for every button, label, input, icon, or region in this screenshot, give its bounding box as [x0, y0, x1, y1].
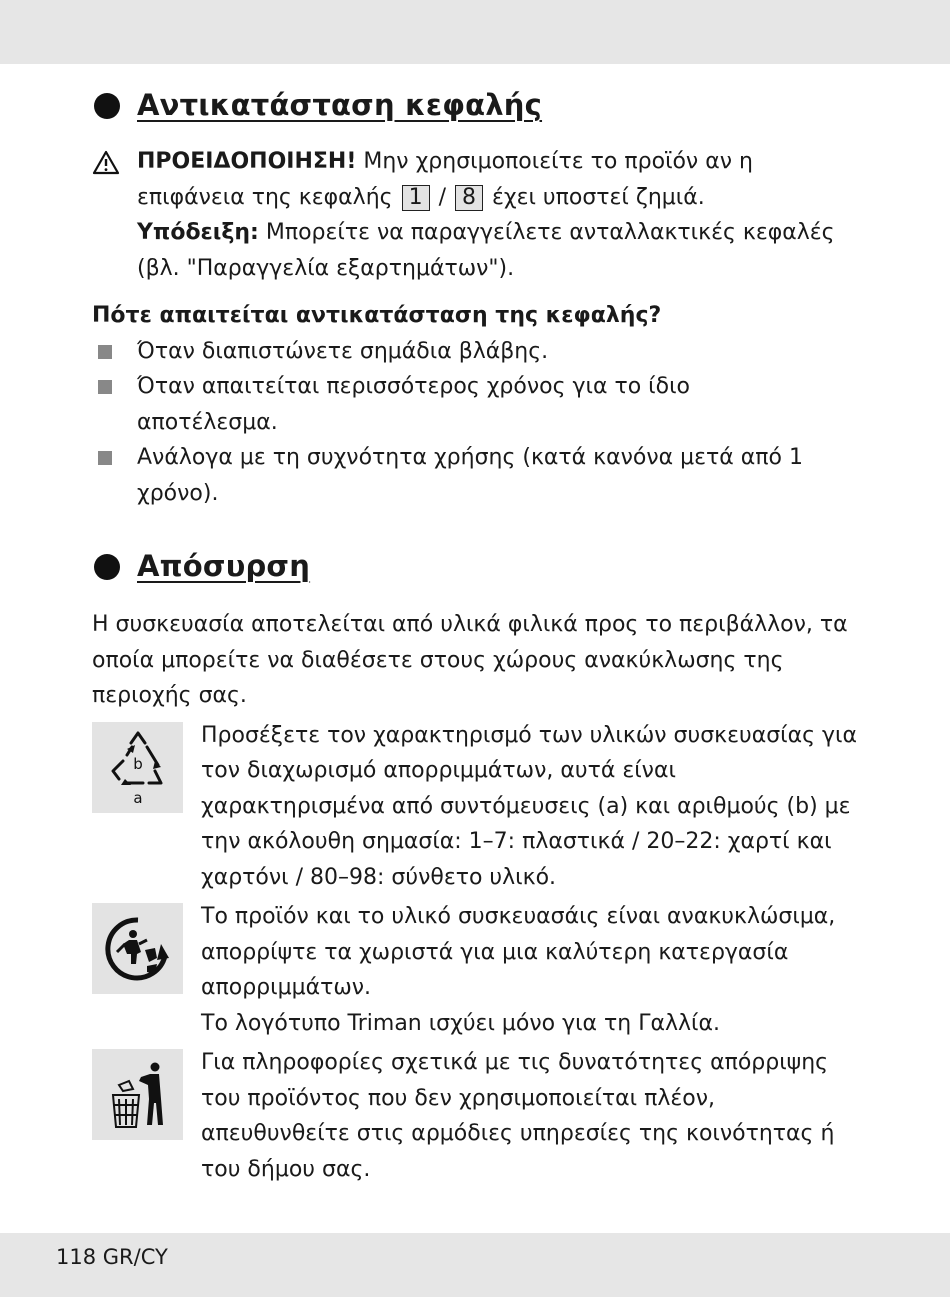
recycling-icon-a: a	[132, 789, 143, 807]
ref-box-8: 8	[455, 185, 483, 211]
hint-text: Μπορείτε να παραγγείλετε ανταλλακτικές κεφαλές (βλ. "Παραγγελία εξαρτημάτων").	[137, 220, 835, 281]
triman-row	[92, 899, 862, 1041]
page-content	[92, 80, 862, 1187]
replacement-section-heading	[94, 80, 862, 132]
list-item-text: Ανάλογα με τη συχνότητα χρήσης (κατά κανόνα μετά από 1 χρόνο).	[137, 445, 803, 506]
triman-text	[201, 899, 861, 1041]
warning-text-2: έχει υποστεί ζημιά.	[491, 184, 705, 210]
list-item-text: Όταν απαιτείται περισσότερος χρόνος για το ίδιο αποτέλεσμα.	[137, 374, 690, 435]
black-circle-bullet-icon	[94, 93, 120, 119]
list-item	[92, 334, 862, 370]
warning-block	[92, 144, 862, 286]
recycling-text: Προσέξετε τον χαρακτηρισμό των υλικών συσκευασίας για τον διαχωρισμό απορριμμάτων, αυτά είναι χαρακτηρισμένα από συντόμευσεις (a) και αριθμούς (b) με την ακόλουθη σημασία: 1–7: πλαστικά / 20–22: χαρτί και χαρτόνι / 80–98: σύνθετο υλικό.	[201, 722, 857, 890]
page-number-footer: 118 GR/CY	[56, 1245, 168, 1269]
crossed-bin-person-icon	[92, 1049, 183, 1140]
list-item-text: Όταν διαπιστώνετε σημάδια βλάβης.	[137, 338, 549, 364]
recycling-icon-b: b	[132, 755, 143, 773]
triman-icon	[92, 903, 183, 994]
top-band	[0, 0, 950, 64]
bin-text: Για πληροφορίες σχετικά με τις δυνατότητες απόρριψης του προϊόντος που δεν χρησιμοποιείται πλέον, απευθυνθείτε στις αρμόδιες υπηρεσίες της κοινότητας ή του δήμου σας.	[201, 1050, 835, 1182]
ref-box-1: 1	[402, 185, 430, 211]
replacement-heading: Αντικατάσταση κεφαλής	[137, 88, 543, 123]
replacement-question: Πότε απαιτείται αντικατάσταση της κεφαλής?	[92, 303, 662, 328]
triman-text-2: Το λογότυπο Triman ισχύει μόνο για τη Γαλλία.	[201, 1010, 720, 1036]
bin-row	[92, 1045, 862, 1187]
warning-text	[137, 144, 837, 286]
gray-square-bullet-icon	[98, 345, 112, 359]
gray-square-bullet-icon	[98, 451, 112, 465]
triman-text-1: Το προϊόν και το υλικό συσκευασάις είναι ανακυκλώσιμα, απορρίψτε τα χωριστά για μια καλύτερη κατεργασία απορριμμάτων.	[201, 904, 836, 1000]
warning-label: ΠΡΟΕΙΔΟΠΟΙΗΣΗ!	[137, 149, 357, 174]
replacement-list	[92, 334, 862, 512]
recycling-row	[92, 718, 862, 896]
disposal-heading: Απόσυρση	[137, 549, 311, 584]
disposal-section-heading	[94, 541, 862, 593]
list-item	[92, 369, 862, 440]
recycling-triangle-icon	[92, 722, 183, 813]
warning-text-1: Μην χρησιμοποιείτε το προϊόν αν η επιφάνεια της κεφαλής	[137, 149, 753, 210]
hint-label: Υπόδειξη:	[137, 220, 259, 245]
gray-square-bullet-icon	[98, 380, 112, 394]
list-item	[92, 440, 862, 511]
ref-separator: /	[438, 184, 446, 210]
disposal-intro: Η συσκευασία αποτελείται από υλικά φιλικά προς το περιβάλλον, τα οποία μπορείτε να διαθέσετε στους χώρους ανακύκλωσης της περιοχής σας.	[92, 612, 848, 708]
black-circle-bullet-icon	[94, 554, 120, 580]
warning-triangle-icon	[92, 144, 122, 286]
